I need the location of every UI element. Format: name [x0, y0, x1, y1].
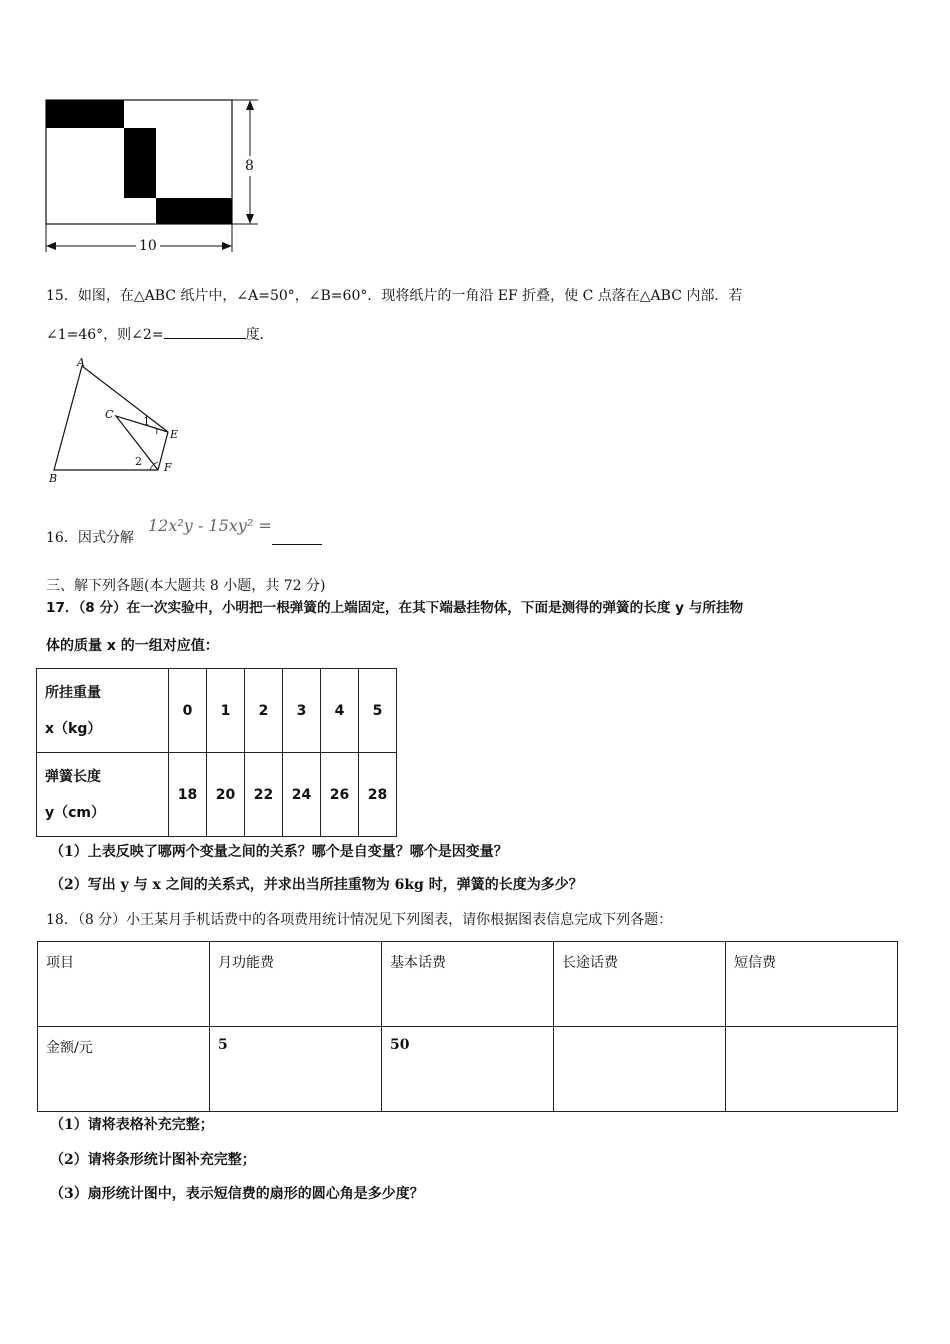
label-A: A — [77, 356, 85, 369]
table-cell: 24 — [283, 753, 321, 837]
label-E: E — [170, 428, 179, 441]
q18-sub1: （1）请将表格补充完整； — [50, 1117, 214, 1133]
table-cell-empty[interactable] — [726, 1027, 898, 1112]
q17-line1: 17．（8 分）在一次实验中，小明把一根弹簧的上端固定，在其下端悬挂物体，下面是测得的弹簧的长度 y 与所挂物 — [46, 600, 744, 616]
table-cell: 5 — [359, 669, 397, 753]
q16-prefix: 16．因式分解 — [46, 530, 134, 546]
table-row — [38, 1027, 898, 1112]
q17-sub1: （1）上表反映了哪两个变量之间的关系？哪个是自变量？哪个是因变量？ — [50, 844, 508, 860]
table-cell: 22 — [245, 753, 283, 837]
section3-heading: 三、解下列各题(本大题共 8 小题，共 72 分) — [46, 578, 326, 594]
q18-table — [37, 941, 898, 1112]
label-2: 2 — [135, 455, 142, 468]
q15-answer-blank[interactable] — [164, 324, 246, 339]
q15-line2-post: 度． — [245, 327, 274, 343]
black-block-middle — [124, 128, 156, 198]
table-row-header: 弹簧长度 y（cm） — [37, 753, 169, 837]
table-cell: 28 — [359, 753, 397, 837]
black-block-top — [46, 100, 124, 128]
q18-line1: 18．（8 分）小王某月手机话费中的各项费用统计情况见下列图表，请你根据图表信息完成下列各题： — [46, 912, 673, 928]
table-row — [38, 942, 898, 1027]
q15-line2-pre: ∠1=46°，则∠2= — [46, 327, 164, 343]
table-cell: 50 — [382, 1027, 554, 1112]
width-label: 10 — [136, 236, 160, 256]
q16-answer-blank[interactable] — [272, 530, 322, 545]
q16-expression: 12x²y - 15xy² = — [148, 516, 272, 535]
table-cell: 1 — [207, 669, 245, 753]
q15-line2 — [46, 324, 274, 345]
table-header-cell: 项目 — [38, 942, 210, 1027]
table-cell: 4 — [321, 669, 359, 753]
table-header-cell: 月功能费 — [210, 942, 382, 1027]
table-header-cell: 基本话费 — [382, 942, 554, 1027]
table-cell: 0 — [169, 669, 207, 753]
table-cell: 5 — [210, 1027, 382, 1112]
q18-sub2: （2）请将条形统计图补充完整； — [50, 1152, 256, 1168]
q17-sub2: （2）写出 y 与 x 之间的关系式，并求出当所挂重物为 6kg 时，弹簧的长度为多少？ — [50, 877, 583, 893]
table-cell: 18 — [169, 753, 207, 837]
label-F: F — [164, 461, 172, 474]
label-B: B — [49, 472, 58, 485]
q15-line1: 15．如图，在△ABC 纸片中，∠A=50°，∠B=60°．现将纸片的一角沿 EF 折叠，使 C 点落在△ABC 内部．若 — [46, 288, 743, 304]
table-cell: 3 — [283, 669, 321, 753]
table-row — [37, 669, 397, 753]
q17-line2: 体的质量 x 的一组对应值： — [46, 638, 219, 654]
table-cell-empty[interactable] — [554, 1027, 726, 1112]
label-1: 1 — [143, 415, 150, 428]
table-header-cell: 短信费 — [726, 942, 898, 1027]
height-label: 8 — [245, 158, 254, 174]
table-row-label: 金额/元 — [38, 1027, 210, 1112]
q17-table — [36, 668, 397, 837]
rectangle-figure — [40, 96, 270, 256]
table-cell: 20 — [207, 753, 245, 837]
label-C: C — [105, 408, 114, 421]
table-cell: 2 — [245, 669, 283, 753]
table-row-header: 所挂重量 x（kg） — [37, 669, 169, 753]
black-block-bottom — [156, 198, 232, 224]
table-row — [37, 753, 397, 837]
table-cell: 26 — [321, 753, 359, 837]
q18-sub3: （3）扇形统计图中，表示短信费的扇形的圆心角是多少度？ — [50, 1186, 424, 1202]
table-header-cell: 长途话费 — [554, 942, 726, 1027]
